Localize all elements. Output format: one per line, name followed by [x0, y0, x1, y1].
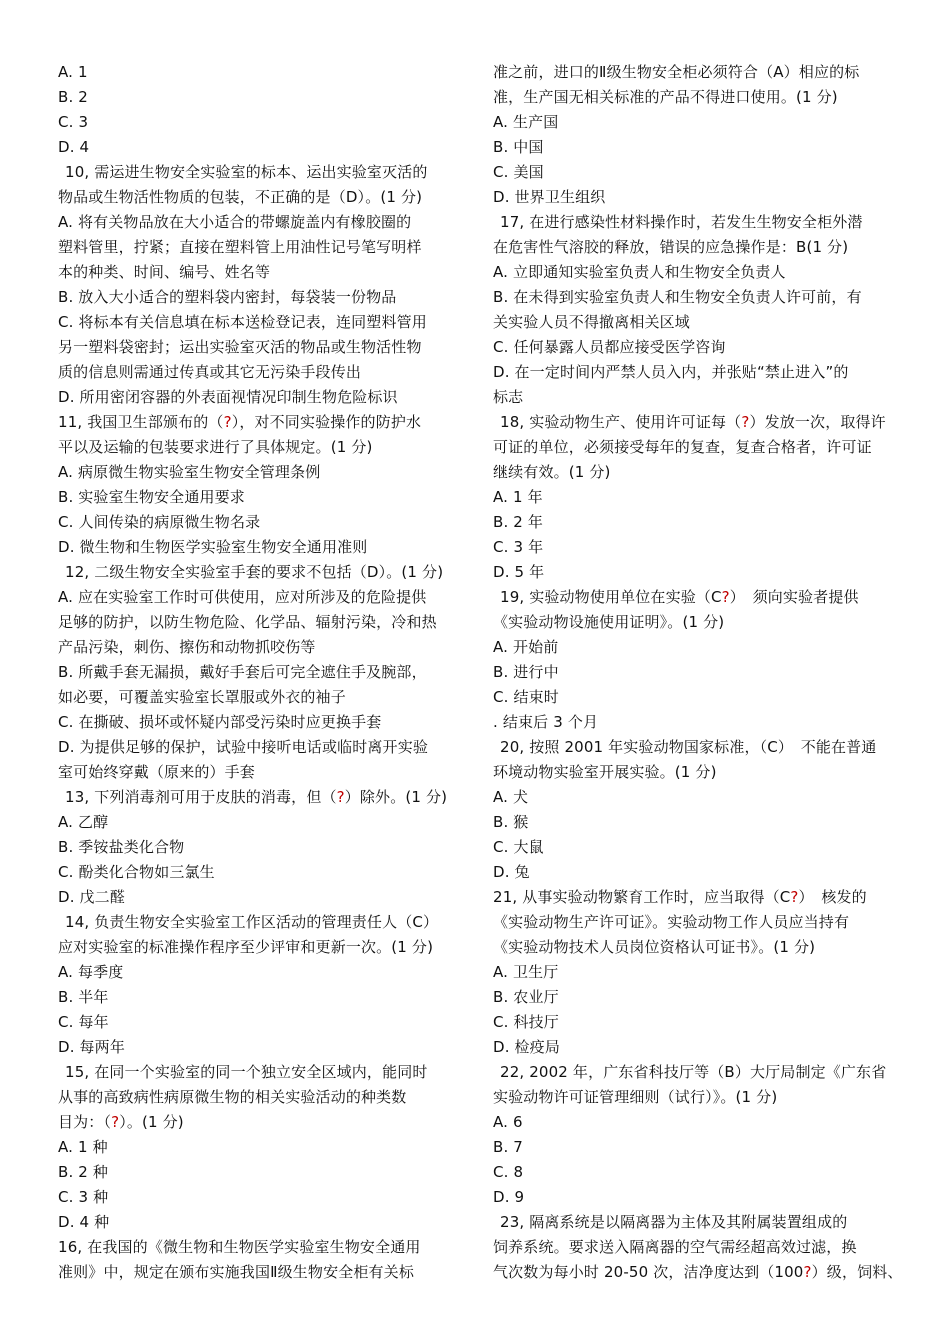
text-line: B. 实验室生物安全通用要求 [58, 488, 245, 506]
text-line: 物品或生物活性物质的包装，不正确的是（D）。(1 分) [58, 188, 423, 206]
text-line: 准之前，进口的Ⅱ级生物安全柜必须符合（A）相应的标 [493, 63, 860, 81]
text-line: D. 4 种 [58, 1213, 110, 1231]
text-line: D. 为提供足够的保护，试验中接听电话或临时离开实验 [58, 738, 428, 756]
text-line: 另一塑料袋密封；运出实验室灭活的物品或生物活性物 [58, 338, 422, 356]
text-segment: 气次数为每小时 20-50 次，洁净度达到（100 [493, 1263, 804, 1281]
text-line: C. 任何暴露人员都应接受医学咨询 [493, 338, 726, 356]
text-line: C. 3 [58, 113, 89, 131]
text-line: B. 2 [58, 88, 88, 106]
text-line: 足够的防护，以防生物危险、化学品、辐射污染，冷和热 [58, 613, 437, 631]
text-line [58, 785, 462, 810]
text-line: A. 6 [493, 1113, 523, 1131]
text-segment: 目为：（ [58, 1113, 112, 1131]
text-line: A. 病原微生物实验室生物安全管理条例 [58, 463, 321, 481]
text-line: D. 世界卫生组织 [493, 188, 606, 206]
text-segment: ）除外。(1 分) [344, 788, 448, 806]
text-line [493, 410, 897, 435]
question-mark: ? [111, 1113, 120, 1131]
text-line: C. 酚类化合物如三氯生 [58, 863, 215, 881]
text-line: 在危害性气溶胶的释放，错误的应急操作是：B(1 分) [493, 238, 849, 256]
text-segment: ）发放一次，取得许 [749, 413, 886, 431]
text-line: B. 所戴手套无漏损，戴好手套后可完全遮住手及腕部， [58, 663, 427, 681]
text-line: C. 将标本有关信息填在标本送检登记表，连同塑料管用 [58, 313, 427, 331]
text-line: D. 检疫局 [493, 1038, 560, 1056]
text-line: B. 农业厅 [493, 988, 559, 1006]
text-line: 20, 按照 2001 年实验动物国家标准，（C） 不能在普通 [500, 738, 877, 756]
text-line: D. 在一定时间内严禁人员入内，并张贴“禁止进入”的 [493, 363, 849, 381]
question-mark: ? [336, 788, 345, 806]
text-line: D. 9 [493, 1188, 525, 1206]
text-line: B. 半年 [58, 988, 109, 1006]
text-segment: 13, 下列消毒剂可用于皮肤的消毒，但（ [65, 788, 337, 806]
text-line: D. 微生物和生物医学实验室生物安全通用准则 [58, 538, 368, 556]
text-line: D. 4 [58, 138, 90, 156]
text-segment: ），对不同实验操作的防护水 [231, 413, 422, 431]
text-line: B. 季铵盐类化合物 [58, 838, 185, 856]
text-line: 环境动物实验室开展实验。(1 分) [493, 763, 717, 781]
text-segment: ） 须向实验者提供 [729, 588, 859, 606]
text-line: B. 猴 [493, 813, 529, 831]
left-column [58, 60, 462, 1285]
text-line: C. 科技厅 [493, 1013, 559, 1031]
text-line: C. 每年 [58, 1013, 109, 1031]
text-line: 质的信息则需通过传真或其它无污染手段传出 [58, 363, 362, 381]
text-line: 《实验动物设施使用证明》。(1 分) [493, 613, 725, 631]
text-line: D. 5 年 [493, 563, 545, 581]
text-line: 准，生产国无相关标准的产品不得进口使用。(1 分) [493, 88, 838, 106]
text-line: C. 结束时 [493, 688, 559, 706]
text-line: 塑料管里，拧紧；直接在塑料管上用油性记号笔写明样 [58, 238, 422, 256]
text-line: 《实验动物生产许可证》。实验动物工作人员应当持有 [493, 913, 850, 931]
text-line: A. 犬 [493, 788, 529, 806]
text-line: 室可始终穿戴（原来的）手套 [58, 763, 255, 781]
text-line: 23, 隔离系统是以隔离器为主体及其附属装置组成的 [500, 1213, 848, 1231]
text-line: B. 中国 [493, 138, 544, 156]
text-line: 饲养系统。要求送入隔离器的空气需经超高效过滤，换 [493, 1238, 857, 1256]
text-line: B. 2 种 [58, 1163, 109, 1181]
text-line: 15, 在同一个实验室的同一个独立安全区域内，能同时 [65, 1063, 428, 1081]
question-mark: ? [721, 588, 730, 606]
text-segment: 19, 实验动物使用单位在实验（C [500, 588, 722, 606]
text-line: 17, 在进行感染性材料操作时，若发生生物安全柜外潜 [500, 213, 863, 231]
text-line: 可证的单位，必须接受每年的复查，复查合格者，许可证 [493, 438, 872, 456]
text-line: B. 2 年 [493, 513, 544, 531]
text-line: C. 美国 [493, 163, 544, 181]
text-line: 《实验动物技术人员岗位资格认可证书》。(1 分) [493, 938, 816, 956]
text-line: C. 3 种 [58, 1188, 109, 1206]
text-line: 实验动物许可证管理细则（试行）》。(1 分) [493, 1088, 778, 1106]
text-line [493, 885, 897, 910]
text-line: 关实验人员不得撤离相关区域 [493, 313, 690, 331]
text-line: D. 所用密闭容器的外表面视情况印制生物危险标识 [58, 388, 398, 406]
text-line: 准则》中，规定在颁布实施我国Ⅱ级生物安全柜有关标 [58, 1263, 414, 1281]
text-line: 如必要，可覆盖实验室长罩服或外衣的袖子 [58, 688, 346, 706]
text-line: 应对实验室的标准操作程序至少评审和更新一次。(1 分) [58, 938, 434, 956]
text-line: D. 兔 [493, 863, 530, 881]
text-line: A. 生产国 [493, 113, 559, 131]
text-line: 22, 2002 年，广东省科技厅等（B）大厅局制定《广东省 [500, 1063, 887, 1081]
text-segment: ） 核发的 [798, 888, 867, 906]
question-mark: ? [790, 888, 799, 906]
text-line: A. 应在实验室工作时可供使用，应对所涉及的危险提供 [58, 588, 427, 606]
text-line: 平以及运输的包装要求进行了具体规定。(1 分) [58, 438, 373, 456]
text-line: B. 进行中 [493, 663, 559, 681]
text-line [493, 1260, 903, 1285]
text-line: A. 卫生厅 [493, 963, 559, 981]
text-line [58, 1110, 462, 1135]
text-line: A. 每季度 [58, 963, 124, 981]
text-line: 14, 负责生物安全实验室工作区活动的管理责任人（C） [65, 913, 439, 931]
text-line: A. 1 种 [58, 1138, 108, 1156]
text-line: 继续有效。(1 分) [493, 463, 611, 481]
question-mark: ? [223, 413, 232, 431]
text-line: A. 乙醇 [58, 813, 109, 831]
text-line: A. 开始前 [493, 638, 559, 656]
text-line: 标志 [493, 388, 524, 406]
text-line: . 结束后 3 个月 [493, 713, 599, 731]
text-segment: 18, 实验动物生产、使用许可证每（ [500, 413, 742, 431]
text-segment: ）。(1 分) [119, 1113, 184, 1131]
text-line: C. 3 年 [493, 538, 544, 556]
right-column [493, 60, 903, 1285]
text-line: D. 每两年 [58, 1038, 125, 1056]
text-line: C. 大鼠 [493, 838, 544, 856]
text-segment: 21, 从事实验动物繁育工作时，应当取得（C [493, 888, 791, 906]
text-line [58, 410, 462, 435]
question-mark: ? [741, 413, 750, 431]
text-line: C. 人间传染的病原微生物名录 [58, 513, 261, 531]
text-line: C. 在撕破、损坏或怀疑内部受污染时应更换手套 [58, 713, 382, 731]
text-segment: ）级，饲料、 [811, 1263, 903, 1281]
text-line: 从事的高致病性病原微生物的相关实验活动的种类数 [58, 1088, 407, 1106]
text-line: 本的种类、时间、编号、姓名等 [58, 263, 271, 281]
text-line: A. 将有关物品放在大小适合的带螺旋盖内有橡胶圈的 [58, 213, 412, 231]
text-line [493, 585, 897, 610]
text-line: 16, 在我国的《微生物和生物医学实验室生物安全通用 [58, 1238, 421, 1256]
text-line: 产品污染，刺伤、擦伤和动物抓咬伤等 [58, 638, 316, 656]
question-mark: ? [803, 1263, 812, 1281]
text-line: B. 7 [493, 1138, 523, 1156]
text-line: A. 1 [58, 63, 88, 81]
text-line: 10, 需运进生物安全实验室的标本、运出实验室灭活的 [65, 163, 428, 181]
text-line: C. 8 [493, 1163, 524, 1181]
text-line: A. 1 年 [493, 488, 543, 506]
text-line: D. 戊二醛 [58, 888, 125, 906]
text-segment: 11, 我国卫生部颁布的（ [58, 413, 224, 431]
text-line: A. 立即通知实验室负责人和生物安全负责人 [493, 263, 786, 281]
text-line: B. 放入大小适合的塑料袋内密封，每袋装一份物品 [58, 288, 397, 306]
text-line: B. 在未得到实验室负责人和生物安全负责人许可前，有 [493, 288, 862, 306]
text-line: 12, 二级生物安全实验室手套的要求不包括（D）。(1 分) [65, 563, 444, 581]
